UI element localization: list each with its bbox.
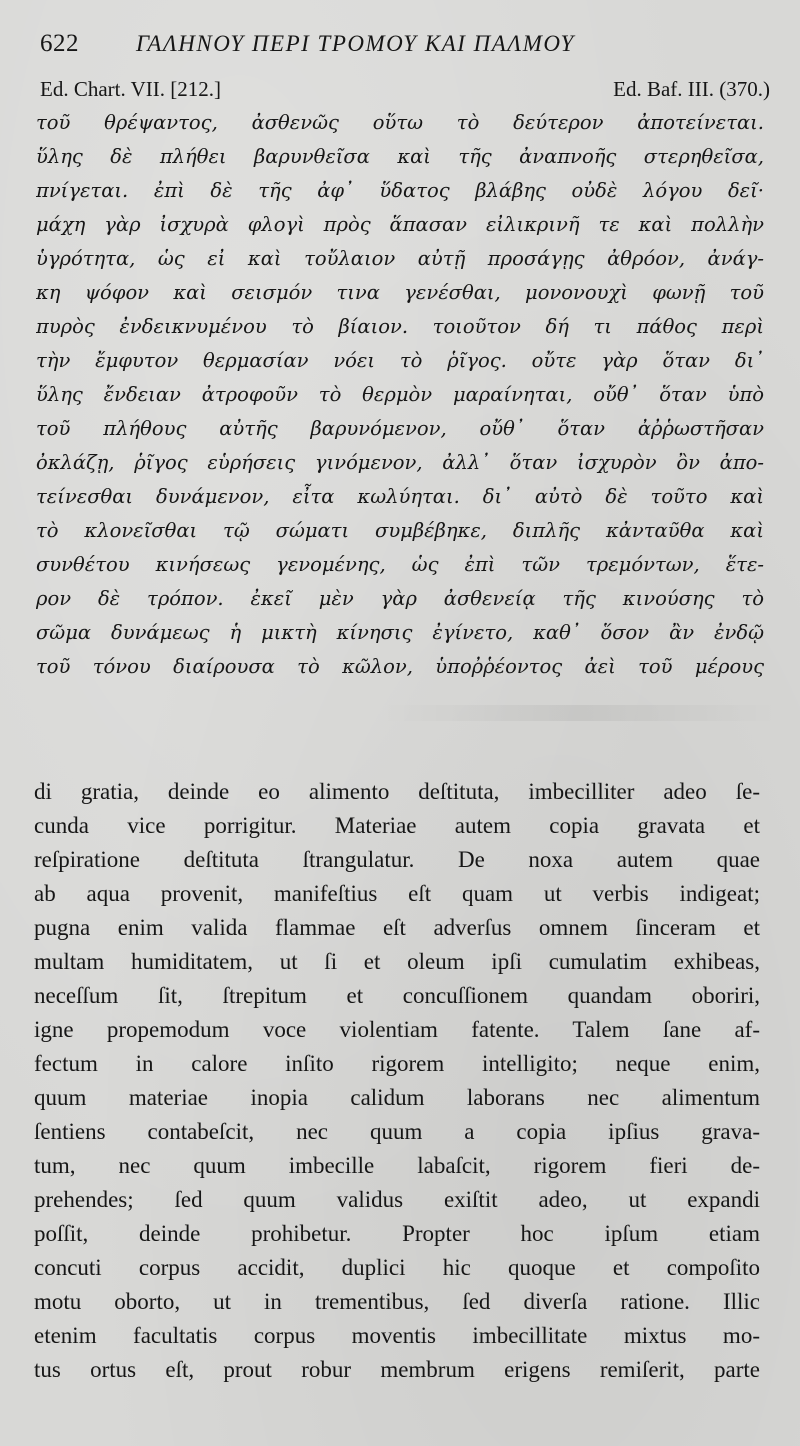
latin-line: di gratia, deinde eo alimento deſtituta, imbecilliter adeo ſe- [34,779,760,804]
greek-line: ὑγρότητα, ὡς εἰ καὶ τοὔλαιον αὐτῇ προσάγῃς ἀθρόον, ἀνάγ- [36,247,764,270]
greek-line: σῶμα δυνάμεως ἡ μικτὴ κίνησις ἐγίνετο, καθ᾽ ὅσον ἂν ἐνδῷ [36,621,764,644]
greek-line: ὀκλάζῃ, ῥῖγος εὑρήσεις γινόμενον, ἀλλ᾽ ὅταν ἰσχυρὸν ὂν ἀπο- [36,451,764,474]
latin-line: reſpiratione deſtituta ſtrangulatur. De noxa autem quae [34,847,760,872]
latin-line: motu oborto, ut in trementibus, ſed diverſa ratione. Illic [34,1289,760,1314]
latin-line: igne propemodum voce violentiam fatente. Talem ſane af- [34,1017,760,1042]
greek-line: τείνεσθαι δυνάμενον, εἶτα κωλύηται. δι᾽ αὐτὸ δὲ τοῦτο καὶ [36,485,764,508]
latin-line: concuti corpus accidit, duplici hic quoque et compoſito [34,1255,760,1280]
greek-line: τὴν ἔμφυτον θερμασίαν νόει τὸ ῥῖγος. οὔτε γὰρ ὅταν δι᾽ [36,349,764,372]
latin-line: quum materiae inopia calidum laborans nec alimentum [34,1085,760,1110]
greek-line: τοῦ θρέψαντος, ἀσθενῶς οὕτω τὸ δεύτερον ἀποτείνεται. [36,111,764,134]
greek-line: τὸ κλονεῖσθαι τῷ σώματι συμβέβηκε, διπλῆς κἀνταῦθα καὶ [36,519,764,542]
latin-line: ſentiens contabeſcit, nec quum a copia ipſius grava- [34,1119,760,1144]
greek-line: πυρὸς ἐνδεικνυμένου τὸ βίαιον. τοιοῦτον δή τι πάθος περὶ [36,315,764,338]
latin-line: prehendes; ſed quum validus exiſtit adeo, ut expandi [34,1187,760,1212]
greek-line: τοῦ πλήθους αὐτῆς βαρυνόμενον, οὔθ᾽ ὅταν ἀῤῥωστῆσαν [36,417,764,440]
greek-text [36,106,764,684]
greek-line: κη ψόφον καὶ σεισμόν τινα γενέσθαι, μονονουχὶ φωνῇ τοῦ [36,281,764,304]
latin-line: multam humiditatem, ut ſi et oleum ipſi cumulatim exhibeas, [34,949,760,974]
running-title: ΓΑΛΗΝΟΥ ΠΕΡΙ ΤΡΟΜΟΥ ΚΑΙ ΠΑΛΜΟΥ [136,31,575,56]
edition-references [40,77,770,107]
greek-line: πνίγεται. ἐπὶ δὲ τῆς ἀφ᾽ ὕδατος βλάβης οὐδὲ λόγου δεῖ· [36,179,764,202]
latin-line: pugna enim valida flammae eſt adverſus omnem ſinceram et [34,915,760,940]
greek-line: μάχη γὰρ ἰσχυρὰ φλογὶ πρὸς ἅπασαν εἰλικρινῆ τε καὶ πολλὴν [36,213,764,236]
greek-line: ὕλης ἔνδειαν ἀτροφοῦν τὸ θερμὸν μαραίνηται, οὔθ᾽ ὅταν ὑπὸ [36,383,764,406]
edition-basel: Ed. Baf. III. (370.) [613,77,770,101]
latin-line: ab aqua provenit, manifeſtius eſt quam ut verbis indigeat; [34,881,760,906]
edition-chartier: Ed. Chart. VII. [212.] [40,77,221,101]
greek-line: συνθέτου κινήσεως γενομένης, ὡς ἐπὶ τῶν τρεμόντων, ἕτε- [36,553,764,576]
latin-line: cunda vice porrigitur. Materiae autem copia gravata et [34,813,760,838]
greek-line: ὕλης δὲ πλήθει βαρυνθεῖσα καὶ τῆς ἀναπνοῆς στερηθεῖσα, [36,145,764,168]
running-head [40,30,770,64]
greek-line: ρον δὲ τρόπον. ἐκεῖ μὲν γὰρ ἀσθενείᾳ τῆς κινούσης τὸ [36,587,764,610]
latin-line: fectum in calore inſito rigorem intelligito; neque enim, [34,1051,760,1076]
latin-line: tum, nec quum imbecille labaſcit, rigorem fieri de- [34,1153,760,1178]
greek-line: τοῦ τόνου διαίρουσα τὸ κῶλον, ὑποῤῥέοντος ἀεὶ τοῦ μέρους [36,655,764,678]
page-number: 622 [40,30,79,57]
latin-line: tus ortus eſt, prout robur membrum erigens remiſerit, parte [34,1357,760,1382]
latin-line: neceſſum ſit, ſtrepitum et concuſſionem quandam oboriri, [34,983,760,1008]
latin-line: etenim facultatis corpus moventis imbecillitate mixtus mo- [34,1323,760,1348]
latin-text [34,775,760,1387]
show-through [380,705,780,721]
latin-line: poſſit, deinde prohibetur. Propter hoc ipſum etiam [34,1221,760,1246]
